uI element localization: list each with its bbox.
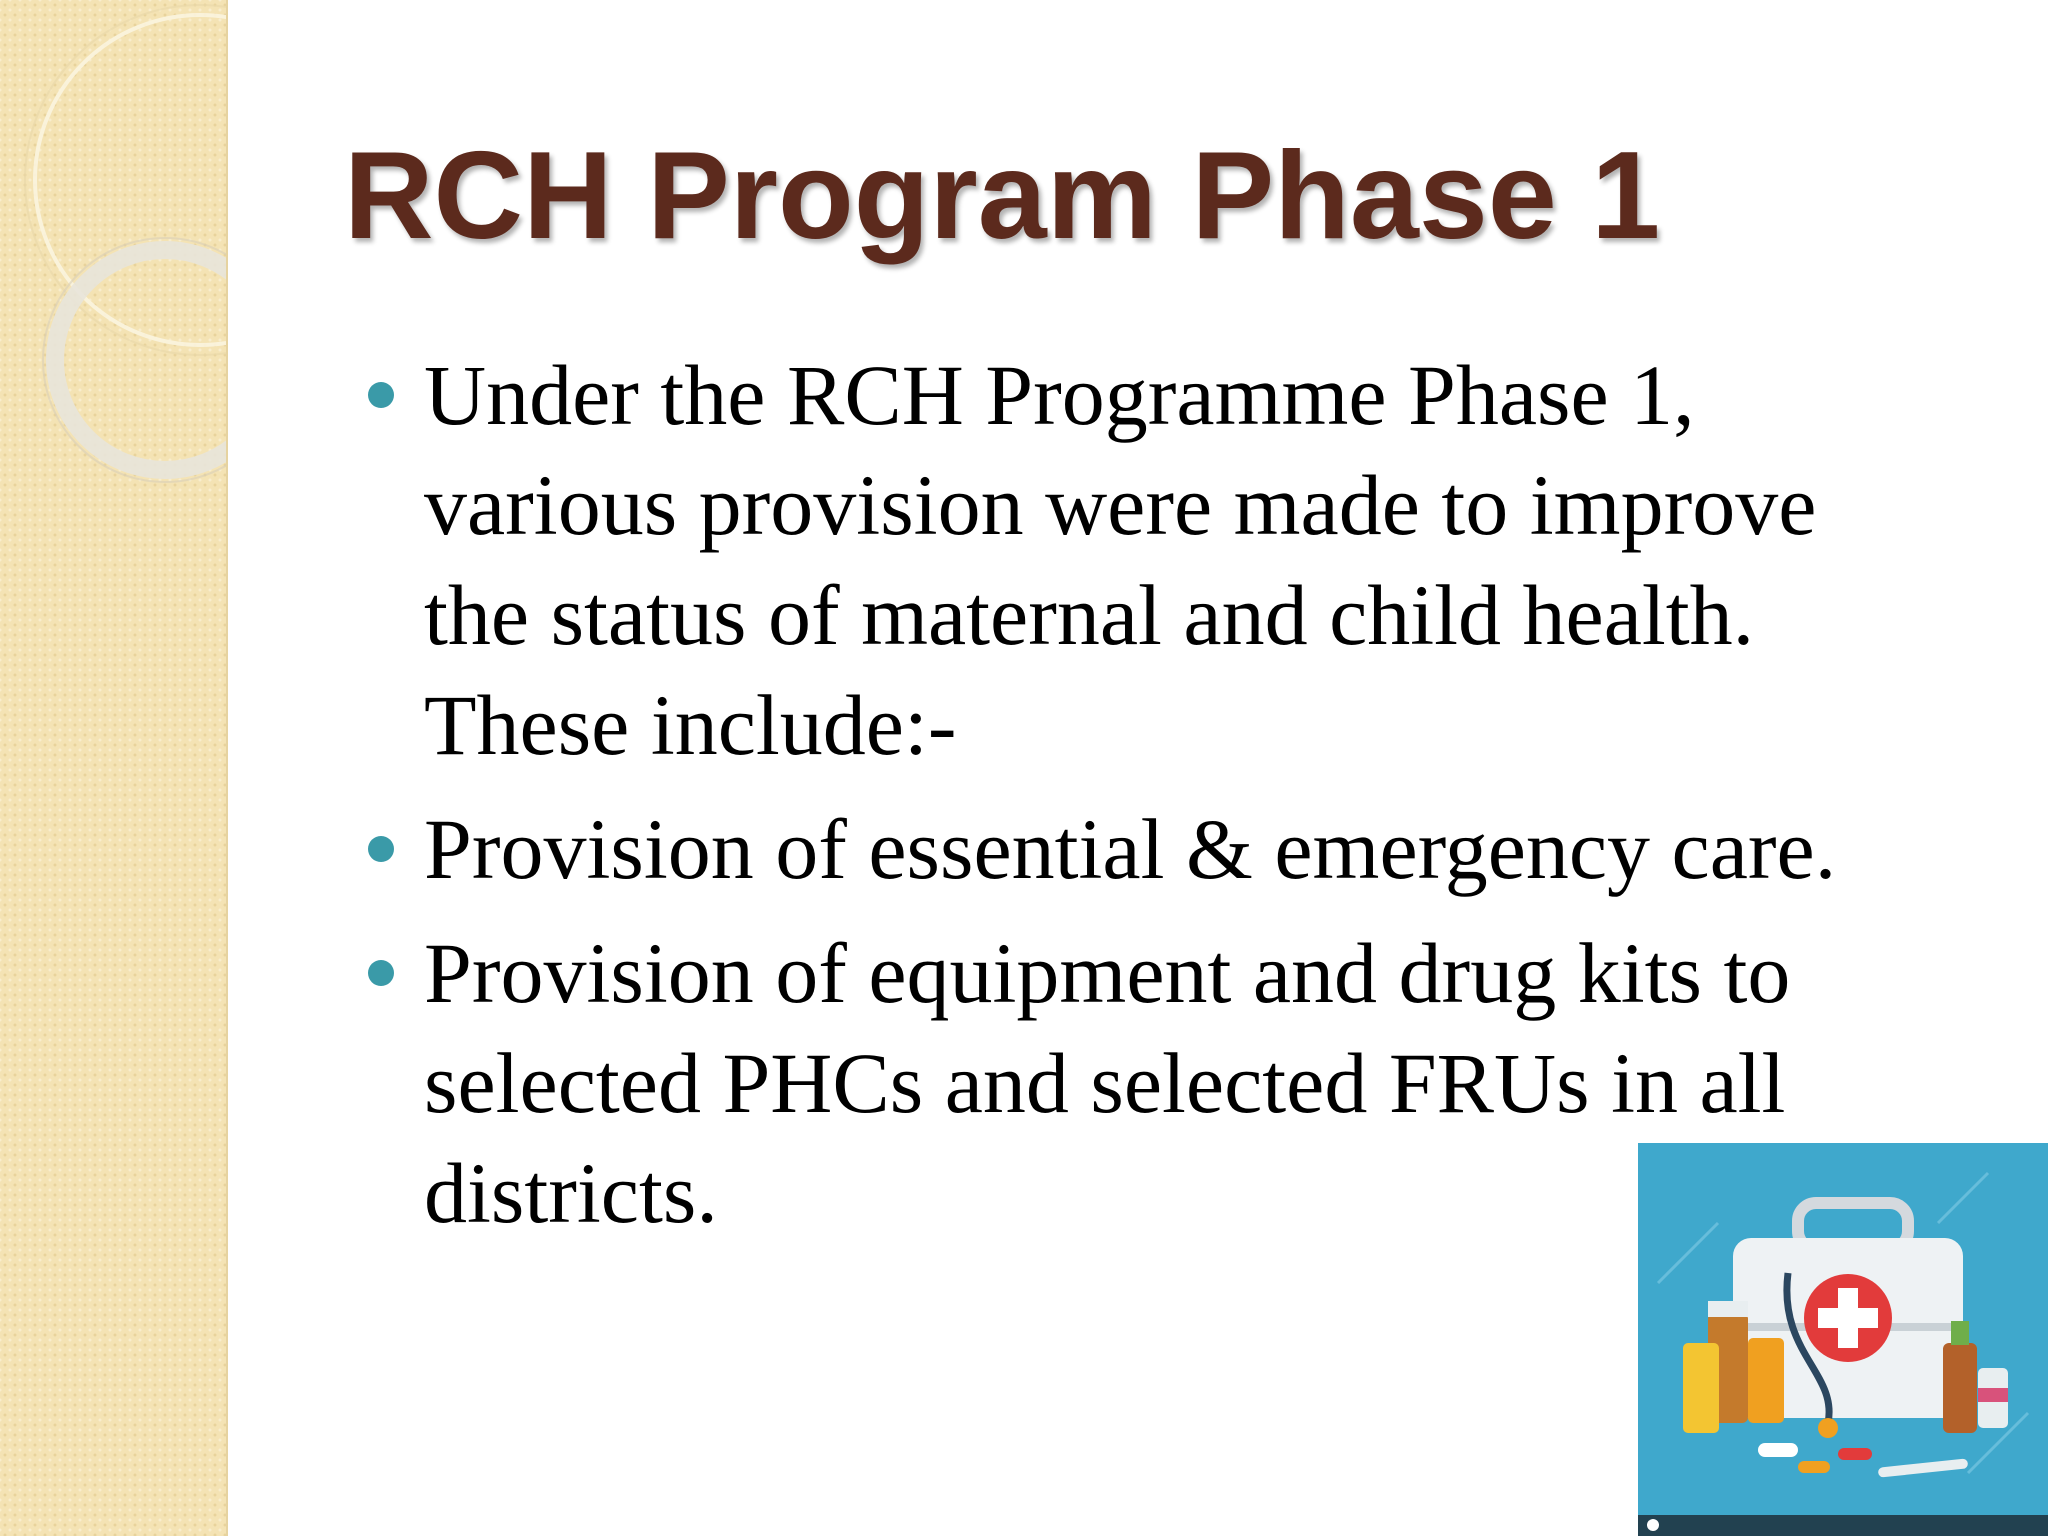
bullet-dot-icon: [368, 382, 394, 408]
bullet-text: Provision of equipment and drug kits to selected PHCs and selected FRUs in all districts.: [424, 925, 1791, 1241]
bullet-item: [358, 794, 1918, 904]
bullet-dot-icon: [368, 836, 394, 862]
bullet-item: [358, 340, 1918, 780]
bullet-dot-icon: [368, 960, 394, 986]
first-aid-kit-picture: [1638, 1143, 2048, 1536]
decorative-side-band: [0, 0, 228, 1536]
bullet-text: Under the RCH Programme Phase 1, various provision were made to improve the status of maternal and child health. These include:-: [424, 347, 1817, 773]
decorative-rings-icon: [0, 0, 226, 1536]
bullet-text: Provision of essential & emergency care.: [424, 801, 1837, 897]
first-aid-kit-icon: [1638, 1143, 2048, 1536]
bullet-list: [358, 340, 1918, 1262]
slide-title: RCH Program Phase 1: [344, 127, 1661, 265]
